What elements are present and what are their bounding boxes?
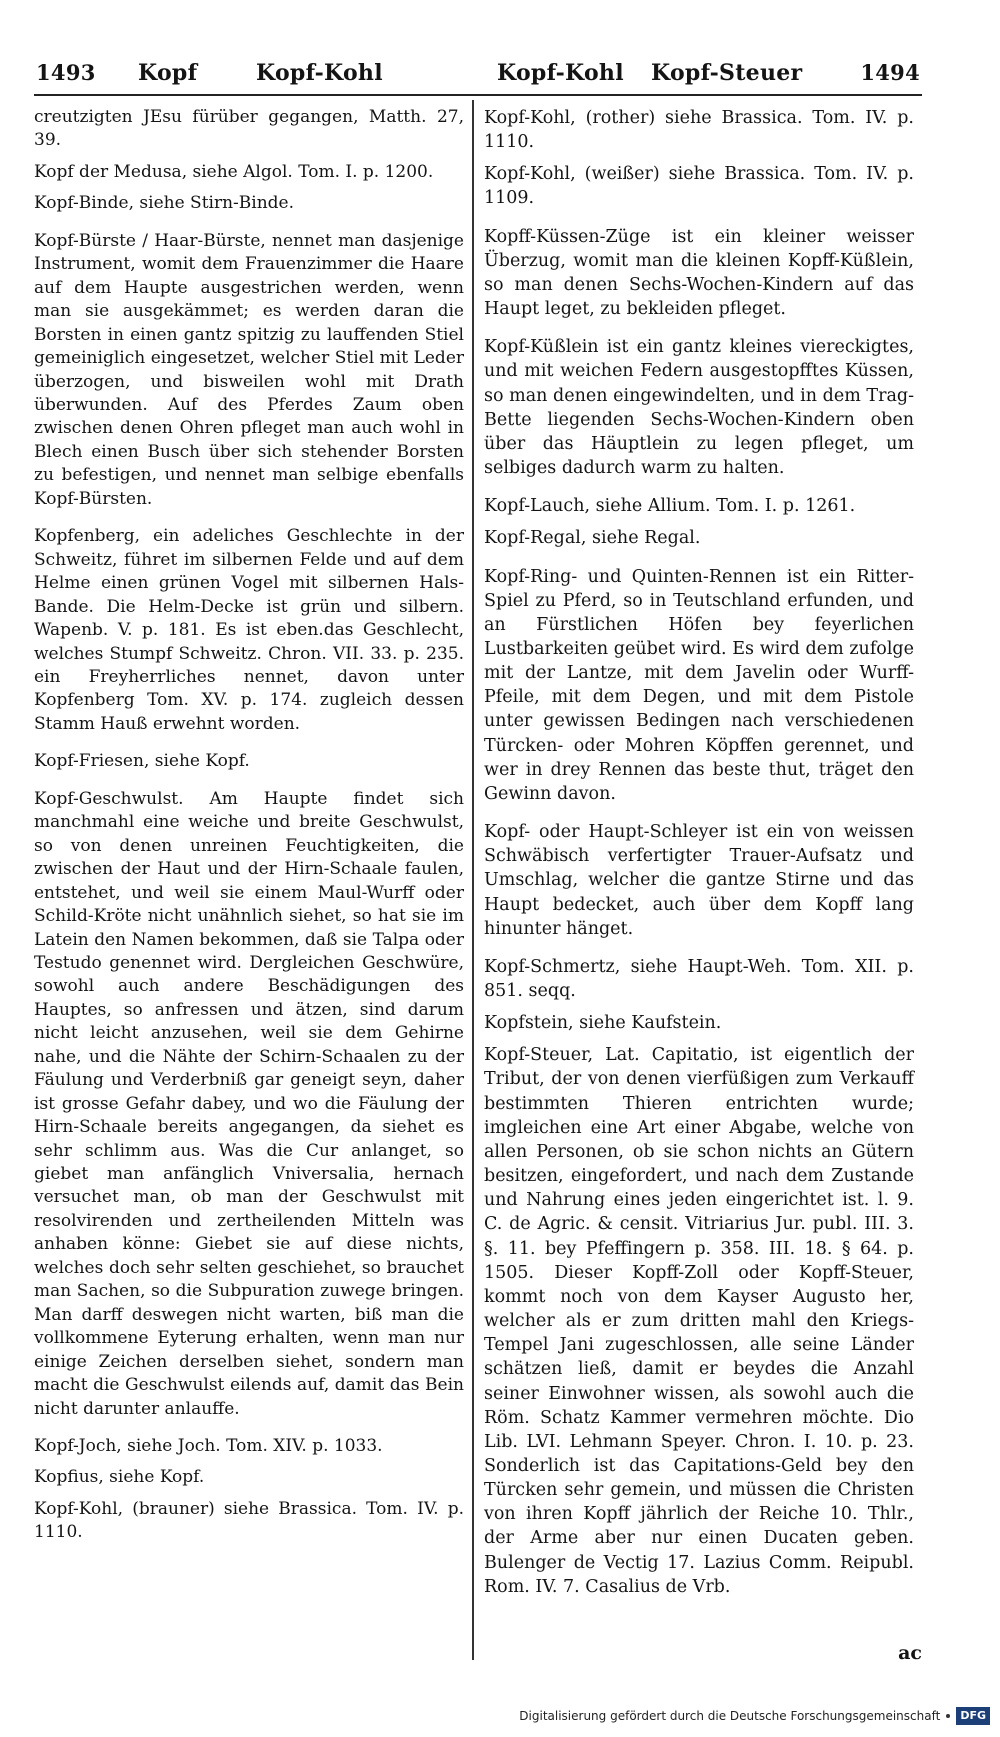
entry-text: Kopf-Kohl, (rother) siehe Brassica. Tom. IV. p. 1110.	[484, 108, 914, 153]
left-column	[34, 106, 464, 1553]
entry-text: Kopf-Binde, siehe Stirn-Binde.	[34, 193, 295, 214]
entry-text: Kopf-Kohl, (brauner) siehe Brassica. Tom. IV. p. 1110.	[34, 1498, 464, 1543]
header-word-right-2: Kopf-Steuer	[651, 60, 803, 86]
entry-text: Kopf-Küßlein ist ein gantz kleines viereckigtes, und mit weichen Federn ausgestopfftes Küssen, so man denen eingewindelten, und in dem Trag-Bette liegenden Sechs-Wochen-Kindern oben über das Häuptlein zu legen pfleget, um selbiges dadurch warm zu halten.	[484, 337, 914, 479]
credit-text: Digitalisierung gefördert durch die Deutsche Forschungsgemeinschaft	[519, 1709, 941, 1723]
entry-text: Kopf-Regal, siehe Regal.	[484, 528, 701, 549]
entry-text: Kopfstein, siehe Kaufstein.	[484, 1013, 722, 1034]
column-divider	[472, 100, 474, 1660]
entry-text: Kopf-Joch, siehe Joch. Tom. XIV. p. 1033.	[34, 1436, 383, 1457]
entry-text: Kopf-Lauch, siehe Allium. Tom. I. p. 1261.	[484, 496, 856, 517]
entry-text: Kopf-Geschwulst. Am Haupte findet sich manchmahl eine weiche und breite Geschwulst, so von denen unreinen Feuchtigkeiten, die zwischen der Haut und der Hirn-Schaale faulen, entstehet, und weil sie einem Maul-Wurff oder Schild-Kröte nicht unähnlich siehet, so hat sie im Latein den Namen bekommen, daß sie Talpa oder Testudo genennet wird. Dergleichen Geschwüre, sowohl auch andere Beschädigungen des Hauptes, so anfressen und ätzen, sind darum nicht leicht anzusehen, weil sie dem Gehirne nahe, und die Nähte der Schirn-Schaalen zu der Fäulung und Verderbniß gar geneigt seyn, daher ist grosse Gefahr dabey, und wo die Fäulung der Hirn-Schaale bereits angegangen, da siehet es sehr schlimm aus. Was die Cur anlanget, so giebet man anfänglich Vniversalia, hernach versuchet man, ob man der Geschwulst mit resolvirenden und zertheilenden Mitteln was anhaben könne: Giebet sie auf diese nichts, welches doch sehr selten geschiehet, so brauchet man Sachen, so die Subpuration zuwege bringen. Man darff deswegen nicht warten, biß man die vollkommene Eyterung erhalten, wenn man nur einige Zeichen derselben siehet, sondern man macht die Geschwulst eilends auf, damit das Bein nicht darunter anlauffe.	[34, 788, 464, 1419]
header-word-right: Kopf-Kohl	[497, 60, 624, 86]
dfg-logo: DFG	[956, 1707, 990, 1725]
running-header	[34, 48, 922, 96]
right-column	[484, 106, 914, 1607]
book-page	[34, 48, 922, 1664]
entry-text: creutzigten JEsu fürüber gegangen, Matth. 27, 39.	[34, 107, 464, 151]
entry-text: Kopfenberg, ein adeliches Geschlechte in der Schweitz, führet im silbernen Felde und auf dem Helme einen grünen Vogel mit silbernen Hals-Bande. Die Helm-Decke ist grün und silbern. Wapenb. V. p. 181. Es ist eben.das Geschlecht, welches Stumpf Schweitz. Chron. VII. 33. p. 235. ein Freyherrliches nennet, davon unter Kopfenberg Tom. XV. p. 174. zugleich dessen Stamm Hauß erwehnt worden.	[34, 526, 464, 734]
entry-text: Kopf der Medusa, siehe Algol. Tom. I. p. 1200.	[34, 161, 434, 182]
entry-text: Kopf-Schmertz, siehe Haupt-Weh. Tom. XII. p. 851. seqq.	[484, 956, 914, 1001]
entry-text: Kopf-Friesen, siehe Kopf.	[34, 751, 250, 772]
entry-text: Kopf-Steuer, Lat. Capitatio, ist eigentlich der Tribut, der von denen vierfüßigen zum Verkauff bestimmten Thieren entrichten wurde; imgleichen eine Art einer Abgabe, welche von allen Personen, ob sie schon nichts an Gütern besitzen, eingefordert, und nach dem Zustande und Nahrung eines jeden eingerichtet ist. l. 9. C. de Agric. & censit. Vitriarius Jur. publ. III. 3. §. 11. bey Pfeffingern p. 358. III. 18. § 64. p. 1505. Dieser Kopff-Zoll oder Kopff-Steuer, kommt noch von dem Kayser Augusto her, welcher als er zum dritten mahl den Kriegs-Tempel Jani zugeschlossen, alle seine Länder schätzen ließ, damit er beydes die Anzahl seiner Einwohner wissen, als sowohl auch die Röm. Schatz Kammer vermehren möchte. Dio Lib. LVI. Lehmann Speyer. Chron. I. 10. p. 23. Sonderlich ist das Capitations-Geld bey den Türcken sehr gemein, und müssen die Christen von ihren Kopff jährlich der Reiche 10. Thlr., der Arme aber nur einen Ducaten geben. Bulenger de Vectig 17. Lazius Comm. Reipubl. Rom. IV. 7. Casalius de Vrb.	[484, 1045, 914, 1597]
page-number-left: 1493	[36, 60, 96, 85]
entry-text: Kopff-Küssen-Züge ist ein kleiner weisser Überzug, womit man die kleinen Kopff-Küßlein, so man denen Sechs-Wochen-Kindern auf das Haupt leget, zu bekleiden pfleget.	[484, 226, 914, 320]
entry-text: Kopf-Bürste / Haar-Bürste, nennet man dasjenige Instrument, womit dem Frauenzimmer die Haare auf dem Haupte ausgestrichen werden, wenn man sie ausgekämmet; es werden daran die Borsten in einen gantz spitzig zu lauffenden Stiel gemeiniglich eingesetzet, welcher Stiel mit Leder überzogen, und bisweilen wohl mit Drath überwunden. Auf des Pferdes Zaum oben zwischen denen Ohren pfleget man auch wohl in Blech einen Busch über sich stehender Borsten zu befestigen, und nennet man selbige ebenfalls Kopf-Bürsten.	[34, 230, 464, 509]
header-word-left-2: Kopf-Kohl	[256, 60, 383, 86]
page-number-right: 1494	[860, 60, 920, 85]
digitization-credit	[519, 1705, 990, 1727]
separator-dot-icon	[946, 1714, 950, 1718]
entry-text: Kopf-Kohl, (weißer) siehe Brassica. Tom. IV. p. 1109.	[484, 164, 914, 209]
entry-text: Kopfius, siehe Kopf.	[34, 1467, 205, 1488]
header-word-left: Kopf	[138, 60, 198, 86]
entry-text: Kopf-Ring- und Quinten-Rennen ist ein Ritter-Spiel zu Pferd, so in Teutschland erfunden, und an Fürstlichen Höfen bey feyerlichen Lustbarkeiten geübet wird. Es wird dem zufolge mit der Lantze, mit dem Javelin oder Wurff-Pfeile, mit dem Degen, und mit dem Pistole unter gewissen Bedingen nach verschiedenen Türcken- oder Mohren Köpffen gerennet, und wer in drey Rennen das beste thut, träget den Gewinn davon.	[484, 566, 914, 804]
catchword: ac	[898, 1642, 922, 1664]
entry-text: Kopf- oder Haupt-Schleyer ist ein von weissen Schwäbisch verfertigter Trauer-Aufsatz und Umschlag, welcher die gantze Stirne und das Haupt bedecket, auch über dem Kopff lang hinunter hänget.	[484, 822, 914, 939]
